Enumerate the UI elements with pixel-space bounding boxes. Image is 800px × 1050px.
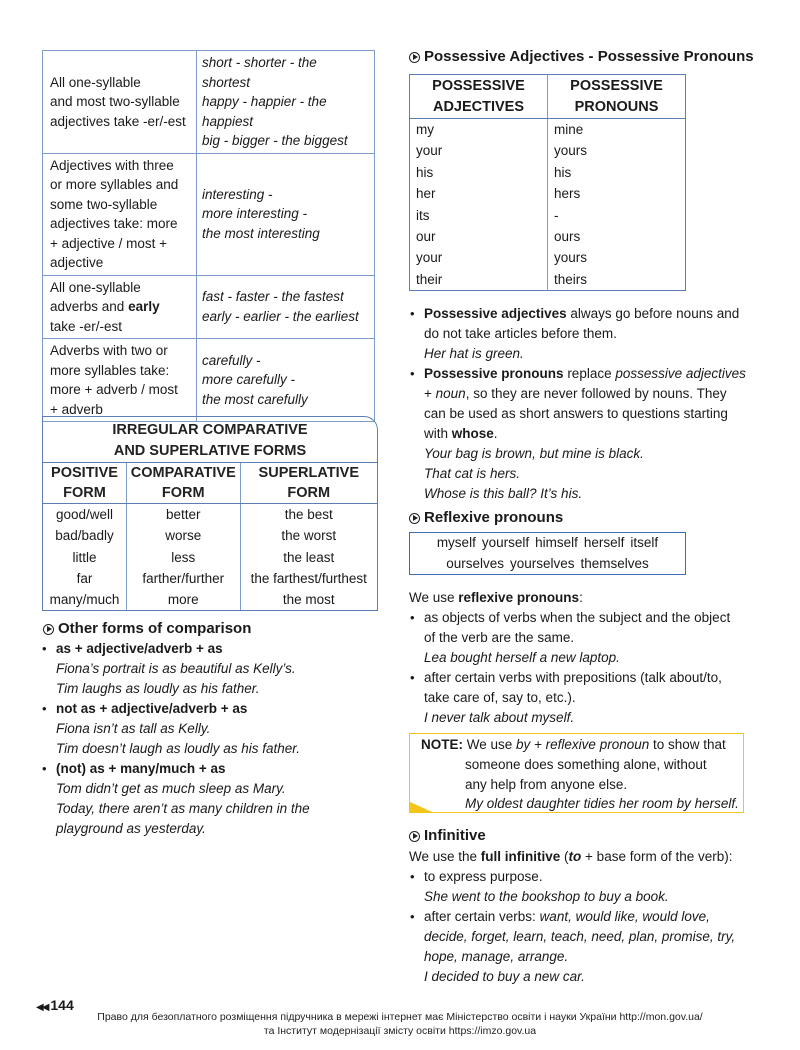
rule-line: and most two-syllable [50,94,180,109]
title-line: AND SUPERLATIVE FORMS [113,443,307,459]
list-item [408,907,778,987]
cell: my [416,122,434,137]
rule-line: Adverbs with two or [50,343,168,358]
text: + base form of the verb): [581,849,733,864]
note-line: do not take articles before them. [424,326,617,341]
italic-text: possessive adjectives [615,366,746,381]
example-text: Her hat is green. [424,346,524,361]
text: We use [409,590,459,605]
cell: far [76,570,93,586]
pronoun: ourselves [446,555,504,571]
rule-keyword: early [128,299,160,314]
irregular-title [43,417,377,462]
rewind-icon: ◀◀ [36,1002,48,1013]
rule-line: or more syllables and [50,177,179,192]
cell: more [127,589,241,610]
table-row [410,140,686,161]
example-text: Fiona’s portrait is as beautiful as Kelly’s. [56,661,296,676]
table-row [43,51,375,154]
text: after certain verbs: [424,909,540,924]
text: replace [563,366,616,381]
header-line: PRONOUNS [574,98,659,115]
rule-cell [43,339,197,422]
rule-text: • not as + adjective/adverb + as [56,701,248,716]
text: We use [463,737,517,752]
cell: - [548,205,686,226]
example-text: I never talk about myself. [424,710,575,725]
header-line: FORM [287,485,331,501]
table-row [43,153,375,275]
pronoun: themselves [580,555,649,571]
reflexive-intro [409,588,583,608]
pronoun: myself [436,535,476,550]
list-item [40,639,380,699]
column-header [410,75,548,119]
list-item [408,608,773,668]
cell: yours [548,247,686,268]
column-header [127,463,241,504]
example-line: the most interesting [202,225,320,241]
use-line: • after certain verbs with prepositions (talk about/to, [424,670,722,685]
header-line: FORM [161,485,205,501]
pronoun: itself [630,535,659,550]
other-forms-heading [43,619,251,639]
heading-text: Other forms of comparison [58,620,252,637]
rule-line: some two-syllable [50,196,158,212]
cell: hers [548,183,686,204]
example-text: Tim doesn’t laugh as loudly as his father. [56,741,301,756]
text: with [424,426,452,441]
keyword: reflexive pronouns [458,590,580,605]
example-text: Lea bought herself a new laptop. [424,650,620,665]
possessive-table [409,74,686,291]
irregular-forms-table [42,416,378,611]
table-row [410,226,686,247]
keyword: Possessive pronouns [424,366,564,381]
use-line: • as objects of verbs when the subject and the object [424,610,731,625]
cell: theirs [548,269,686,291]
cell: our [416,229,436,245]
page-number-text: 144 [50,997,74,1013]
cell: his [416,164,434,180]
pronoun: yourself [481,535,530,550]
note-line [424,424,773,444]
example-text: Tim laughs as loudly as his father. [56,681,260,696]
text: . [493,426,498,441]
table-row [410,183,686,204]
possessive-notes [408,304,773,504]
pronoun-row [410,554,685,575]
example-line: happiest [202,113,254,129]
header-line: FORM [63,485,106,501]
possessive-heading [409,47,754,67]
reflexive-heading [409,508,563,528]
example-text: Today, there aren’t as many children in the [56,801,310,816]
other-forms-list [40,639,380,839]
use-line: take care of, say to, etc.). [424,690,576,705]
rule-text: • (not) as + many/much + as [56,761,226,776]
text: : [579,590,583,605]
rule-cell [43,275,197,339]
example-line: early - earlier - the earliest [202,308,359,324]
use-line [424,907,778,927]
example-text: My oldest daughter tidies her room by herself. [465,796,739,812]
example-text: Tom didn’t get as much sleep as Mary. [56,781,286,796]
example-text: That cat is hers. [424,466,521,481]
note-line: someone does something alone, without [465,756,707,772]
rule-line: All one-syllable [50,279,141,295]
table-row [410,119,686,141]
rule-cell [43,51,197,154]
reflexive-uses [408,608,773,728]
keyword: Possessive adjectives [424,306,567,321]
example-text: I decided to buy a new car. [424,969,585,984]
keyword: to [568,849,582,864]
heading-text: Possessive Adjectives - Possessive Pronouns [424,48,754,65]
table-row [43,339,375,422]
example-line: big - bigger - the biggest [202,133,348,148]
rule-cell [43,153,197,275]
note-line [424,364,773,384]
rule-line: Adjectives with three [50,157,174,173]
heading-text: Reflexive pronouns [424,509,564,526]
pronoun: himself [535,535,578,550]
pronoun: yourselves [509,555,575,571]
cell: good/well [55,507,114,522]
pronoun: herself [583,535,625,550]
cell: your [416,143,443,159]
example-line: short - shorter - the shortest [202,55,317,90]
text: to show that [649,737,726,752]
column-header [548,75,686,119]
cell: farther/further [127,568,241,589]
header-row [410,75,686,119]
example-line: happy - happier - the [202,94,327,109]
reflexive-pronouns-box [409,532,686,575]
note-line [424,304,773,324]
rule-line: adjectives take -er/-est [50,113,186,129]
list-item [40,759,380,839]
text: always go before nouns and [566,306,740,321]
cell: mine [548,119,686,141]
example-cell [197,339,375,422]
rule-line: adjectives take: more [50,216,178,231]
example-cell [197,275,375,339]
header-line: POSSESSIVE [570,78,663,94]
note-line: can be used as short answers to questions starting [424,406,728,421]
example-line: fast - faster - the fastest [202,289,344,305]
italic-text: decide, forget, learn, teach, need, plan, promise, try, [424,929,736,944]
table-row [43,525,377,546]
list-item [40,699,380,759]
play-circle-icon [43,624,54,635]
example-line: the most carefully [202,391,308,407]
column-header [43,463,127,504]
cell: the most [240,589,377,610]
cell: yours [548,140,686,161]
table-row [410,269,686,291]
header-line: POSSESSIVE [432,78,525,94]
note-label: NOTE: [421,737,463,752]
header-line: POSITIVE [51,465,118,481]
note-box [409,733,744,813]
table-row [410,247,686,268]
footer-line: Право для безоплатного розміщення підручника в мережі інтернет має Міністерство освіти і науки України http://mon.gov.ua/ [97,1011,703,1023]
example-text: Whose is this ball? It’s his. [424,486,583,501]
list-item [408,304,773,364]
table-row [43,589,377,610]
column-header [240,463,377,504]
example-text: playground as yesterday. [56,821,206,836]
heading-text: Infinitive [424,827,486,844]
cell: their [416,271,443,287]
text: ( [560,849,569,864]
cell: less [127,547,241,568]
footer-notice [0,1011,800,1038]
example-cell [197,51,375,154]
list-item [408,867,778,907]
note-line [424,384,773,404]
table-row [410,162,686,183]
pronoun-row [410,533,685,554]
use-line: of the verb are the same. [424,630,575,645]
rule-line: take -er/-est [50,318,123,334]
cell: the farthest/furthest [240,568,377,589]
cell: little [72,549,97,565]
rule-text: adverbs and [50,299,129,314]
header-row [43,463,377,504]
infinitive-intro [409,847,733,867]
infinitive-uses [408,867,778,987]
note-line: any help from anyone else. [465,776,628,792]
list-item [408,668,773,728]
comparison-rules-table [42,50,375,422]
cell: worse [127,525,241,546]
table-row [43,504,377,526]
list-item [408,364,773,504]
rule-line [50,297,190,317]
example-line: more interesting - [202,206,308,222]
cell: better [127,504,241,526]
cell: the least [240,547,377,568]
play-circle-icon [409,831,420,842]
example-text: Your bag is brown, but mine is black. [424,446,644,461]
footer-line: та Інститут модернізації змісту освіти https://imzo.gov.ua [263,1024,537,1037]
note-line [421,735,743,755]
cell: her [416,186,436,202]
text: + [424,386,436,401]
italic-text: noun [435,386,466,401]
example-text: Fiona isn’t as tall as Kelly. [56,721,211,736]
italic-text: want, would like, would love, [539,909,710,924]
example-line: interesting - [202,186,273,202]
rule-line: more + adverb / most [50,382,178,397]
table-row [43,547,377,568]
table-row [43,275,375,339]
play-circle-icon [409,52,420,63]
cell: the worst [240,525,377,546]
title-line: IRREGULAR COMPARATIVE [112,422,308,438]
rule-line: + adjective / most + [50,235,168,251]
cell: the best [240,504,377,526]
table-row [410,205,686,226]
example-line: carefully - [202,352,261,368]
rule-line: more syllables take: [50,362,170,378]
example-cell [197,153,375,275]
irregular-grid [43,462,377,610]
cell: ours [548,226,686,247]
infinitive-heading [409,826,486,846]
keyword: full infinitive [480,849,561,864]
play-circle-icon [409,513,420,524]
use-line: • to express purpose. [424,869,543,884]
italic-text: by + reflexive pronoun [516,737,650,752]
cell: many/much [49,592,120,608]
rule-line: All one-syllable [50,74,141,90]
cell: its [416,207,430,223]
corner-triangle-icon [410,802,432,812]
rule-line: adjective [50,255,104,270]
header-line: SUPERLATIVE [258,465,359,481]
cell: your [416,250,443,266]
text: , so they are never followed by nouns. They [465,386,727,401]
example-line: more carefully - [202,372,296,388]
cell: his [548,162,686,183]
header-line: ADJECTIVES [432,98,525,115]
example-text: She went to the bookshop to buy a book. [424,889,669,904]
cell: bad/badly [55,528,114,544]
table-row [43,568,377,589]
rule-line: + adverb [50,401,103,417]
italic-text: hope, manage, arrange. [424,949,569,964]
rule-text: • as + adjective/adverb + as [56,641,223,656]
keyword: whose [451,426,494,441]
header-line: COMPARATIVE [130,465,236,481]
text: We use the [409,849,481,864]
